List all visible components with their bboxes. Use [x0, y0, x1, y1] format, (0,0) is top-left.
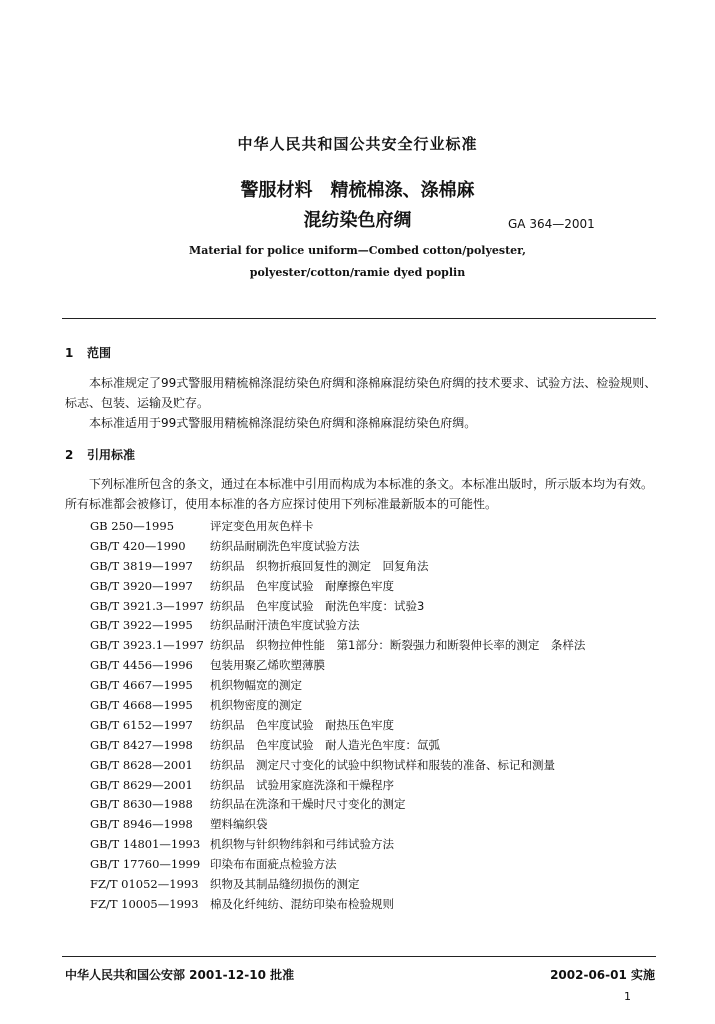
- reference-code: GB/T 14801—1993: [90, 837, 201, 852]
- standard-code: GA 364—2001: [508, 217, 595, 231]
- header-divider: [62, 318, 656, 319]
- reference-code: GB/T 6152—1997: [90, 717, 193, 732]
- reference-code: FZ/T 10005—1993: [90, 896, 199, 911]
- english-title-line2: polyester/cotton/ramie dyed poplin: [249, 266, 466, 279]
- section-title: 范围: [87, 346, 112, 360]
- reference-title: 塑料编织袋: [210, 817, 268, 832]
- reference-item: [90, 656, 585, 676]
- reference-item: [90, 597, 585, 617]
- reference-title: 织物及其制品缝纫损伤的测定: [210, 877, 360, 892]
- reference-item: [90, 676, 585, 696]
- reference-item: [90, 517, 585, 537]
- reference-item: [90, 756, 585, 776]
- reference-item: [90, 875, 585, 895]
- reference-item: [90, 636, 585, 656]
- reference-code: GB/T 17760—1999: [90, 857, 201, 872]
- reference-title: 纺织品在洗涤和干燥时尺寸变化的测定: [210, 797, 406, 812]
- reference-title: 纺织品 织物拉伸性能 第1部分：断裂强力和断裂伸长率的测定 条样法: [210, 638, 586, 653]
- standard-category-header: 中华人民共和国公共安全行业标准: [237, 135, 478, 153]
- approval-date: 中华人民共和国公安部 2001-12-10 批准: [65, 968, 295, 982]
- reference-title: 纺织品 测定尺寸变化的试验中织物试样和服装的准备、标记和测量: [210, 757, 555, 772]
- reference-code: GB/T 4667—1995: [90, 678, 193, 693]
- reference-list: [90, 517, 585, 915]
- reference-title: 纺织品 色牢度试验 耐人造光色牢度：氙弧: [210, 737, 440, 752]
- reference-code: GB/T 8427—1998: [90, 737, 193, 752]
- reference-code: GB/T 4456—1996: [90, 658, 193, 673]
- reference-title: 棉及化纤纯纺、混纺印染布检验规则: [210, 896, 394, 911]
- reference-item: [90, 577, 585, 597]
- section-1-paragraph-1: 本标准规定了99式警服用精梳棉涤混纺染色府绸和涤棉麻混纺染色府绸的技术要求、试验方法、检验规则、标志、包装、运输及贮存。: [65, 376, 657, 410]
- reference-code: GB/T 8629—2001: [90, 777, 193, 792]
- reference-item: [90, 537, 585, 557]
- reference-title: 评定变色用灰色样卡: [210, 519, 314, 533]
- document-title-line1: 警服材料 精梳棉涤、涤棉麻: [240, 180, 475, 201]
- effective-date: 2002-06-01 实施: [550, 968, 655, 982]
- reference-title: 纺织品 色牢度试验 耐热压色牢度: [210, 717, 394, 732]
- reference-code: FZ/T 01052—1993: [90, 877, 199, 892]
- section-2-heading: [65, 446, 135, 463]
- reference-code: GB/T 8946—1998: [90, 817, 193, 832]
- reference-title: 纺织品 色牢度试验 耐洗色牢度：试验3: [210, 598, 425, 613]
- reference-title: 机织物与针织物纬斜和弓纬试验方法: [210, 837, 394, 852]
- reference-code: GB/T 8630—1988: [90, 797, 193, 812]
- reference-code: GB/T 420—1990: [90, 538, 186, 553]
- reference-item: [90, 835, 585, 855]
- reference-code: GB 250—1995: [90, 519, 175, 533]
- document-title-line2: 混纺染色府绸: [303, 210, 412, 231]
- reference-item: [90, 557, 585, 577]
- reference-item: [90, 815, 585, 835]
- reference-code: GB/T 3923.1—1997: [90, 638, 204, 653]
- reference-code: GB/T 4668—1995: [90, 698, 193, 713]
- reference-item: [90, 895, 585, 915]
- reference-title: 机织物幅宽的测定: [210, 678, 302, 693]
- reference-title: 包装用聚乙烯吹塑薄膜: [210, 658, 325, 673]
- reference-title: 纺织品耐汗渍色牢度试验方法: [210, 618, 360, 633]
- section-1-heading: [65, 344, 111, 361]
- reference-item: [90, 696, 585, 716]
- reference-item: [90, 736, 585, 756]
- reference-title: 纺织品 织物折痕回复性的测定 回复角法: [210, 558, 429, 573]
- reference-code: GB/T 3922—1995: [90, 618, 193, 633]
- reference-item: [90, 795, 585, 815]
- reference-title: 纺织品 试验用家庭洗涤和干燥程序: [210, 777, 394, 792]
- footer-divider: [62, 956, 656, 957]
- reference-item: [90, 776, 585, 796]
- page-number: 1: [624, 990, 631, 1003]
- section-2-paragraph-1: 下列标准所包含的条文，通过在本标准中引用而构成为本标准的条文。本标准出版时，所示版本均为有效。所有标准都会被修订，使用本标准的各方应探讨使用下列标准最新版本的可能性。: [65, 477, 654, 511]
- reference-title: 纺织品耐刷洗色牢度试验方法: [210, 538, 360, 553]
- reference-item: [90, 716, 585, 736]
- reference-item: [90, 855, 585, 875]
- section-number: 2: [65, 448, 74, 462]
- reference-code: GB/T 3920—1997: [90, 578, 193, 593]
- section-title: 引用标准: [87, 448, 136, 462]
- english-title-line1: Material for police uniform—Combed cotton/polyester,: [189, 244, 526, 257]
- section-1-paragraph-2: 本标准适用于99式警服用精梳棉涤混纺染色府绸和涤棉麻混纺染色府绸。: [89, 416, 477, 430]
- reference-code: GB/T 3819—1997: [90, 558, 193, 573]
- reference-title: 机织物密度的测定: [210, 698, 302, 713]
- reference-title: 纺织品 色牢度试验 耐摩擦色牢度: [210, 578, 394, 593]
- reference-code: GB/T 8628—2001: [90, 757, 193, 772]
- section-number: 1: [65, 346, 74, 360]
- reference-code: GB/T 3921.3—1997: [90, 598, 204, 613]
- reference-item: [90, 616, 585, 636]
- reference-title: 印染布布面疵点检验方法: [210, 857, 337, 872]
